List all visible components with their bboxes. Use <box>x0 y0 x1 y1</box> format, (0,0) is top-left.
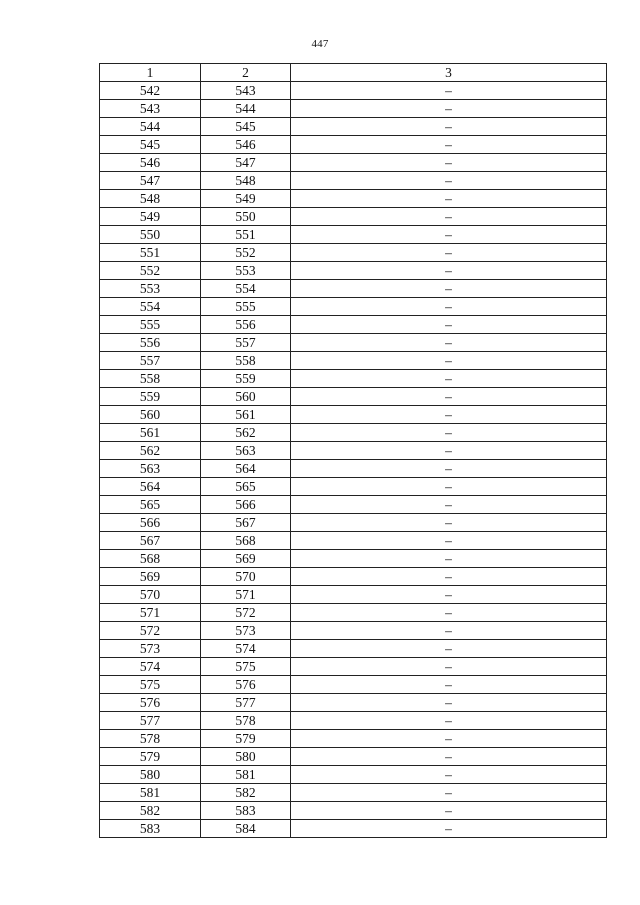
table-cell-col-3: – <box>291 262 607 280</box>
table-cell-col-2: 552 <box>201 244 291 262</box>
table-cell-col-3: – <box>291 136 607 154</box>
table-cell-col-1: 564 <box>100 478 201 496</box>
table-cell-col-3: – <box>291 424 607 442</box>
table-row <box>100 262 607 280</box>
table-cell-col-2: 582 <box>201 784 291 802</box>
table-cell-col-2: 580 <box>201 748 291 766</box>
table-cell-col-1: 579 <box>100 748 201 766</box>
table-row <box>100 190 607 208</box>
table-cell-col-3: – <box>291 604 607 622</box>
table-cell-col-3: – <box>291 658 607 676</box>
table-row <box>100 640 607 658</box>
table-cell-col-3: – <box>291 190 607 208</box>
column-header-3: 3 <box>291 64 607 82</box>
table-row <box>100 316 607 334</box>
table-cell-col-2: 556 <box>201 316 291 334</box>
table-cell-col-1: 557 <box>100 352 201 370</box>
table-cell-col-3: – <box>291 226 607 244</box>
table-cell-col-2: 577 <box>201 694 291 712</box>
table-cell-col-3: – <box>291 172 607 190</box>
table-row <box>100 586 607 604</box>
table-cell-col-2: 581 <box>201 766 291 784</box>
table-cell-col-2: 575 <box>201 658 291 676</box>
table-cell-col-1: 565 <box>100 496 201 514</box>
table-cell-col-1: 576 <box>100 694 201 712</box>
table-row <box>100 658 607 676</box>
table-cell-col-1: 544 <box>100 118 201 136</box>
table-cell-col-3: – <box>291 784 607 802</box>
table-cell-col-1: 549 <box>100 208 201 226</box>
table-cell-col-3: – <box>291 406 607 424</box>
table-cell-col-1: 571 <box>100 604 201 622</box>
page-number: 447 <box>311 38 329 50</box>
table-cell-col-1: 575 <box>100 676 201 694</box>
table-cell-col-1: 560 <box>100 406 201 424</box>
table-cell-col-2: 550 <box>201 208 291 226</box>
table-header <box>100 64 607 82</box>
table-cell-col-2: 560 <box>201 388 291 406</box>
table-cell-col-2: 569 <box>201 550 291 568</box>
table-row <box>100 280 607 298</box>
table-body <box>100 82 607 838</box>
table-cell-col-2: 547 <box>201 154 291 172</box>
table-row <box>100 766 607 784</box>
table-row <box>100 406 607 424</box>
table-cell-col-2: 543 <box>201 82 291 100</box>
table-cell-col-3: – <box>291 748 607 766</box>
table-cell-col-3: – <box>291 298 607 316</box>
table-row <box>100 460 607 478</box>
table-cell-col-1: 545 <box>100 136 201 154</box>
table-cell-col-3: – <box>291 820 607 838</box>
table-cell-col-1: 555 <box>100 316 201 334</box>
table-cell-col-3: – <box>291 118 607 136</box>
table-cell-col-3: – <box>291 532 607 550</box>
table-cell-col-2: 566 <box>201 496 291 514</box>
table-cell-col-1: 561 <box>100 424 201 442</box>
table-cell-col-3: – <box>291 334 607 352</box>
table-cell-col-2: 563 <box>201 442 291 460</box>
table-cell-col-3: – <box>291 388 607 406</box>
table-row <box>100 100 607 118</box>
table-cell-col-3: – <box>291 316 607 334</box>
table-row <box>100 730 607 748</box>
table-cell-col-1: 542 <box>100 82 201 100</box>
table-cell-col-1: 556 <box>100 334 201 352</box>
table-row <box>100 784 607 802</box>
table-cell-col-1: 572 <box>100 622 201 640</box>
table-cell-col-2: 544 <box>201 100 291 118</box>
table-cell-col-2: 545 <box>201 118 291 136</box>
table-row <box>100 334 607 352</box>
table-cell-col-1: 558 <box>100 370 201 388</box>
table-row <box>100 154 607 172</box>
table-row <box>100 82 607 100</box>
table-cell-col-2: 564 <box>201 460 291 478</box>
table-cell-col-2: 579 <box>201 730 291 748</box>
table-cell-col-1: 552 <box>100 262 201 280</box>
table-cell-col-2: 555 <box>201 298 291 316</box>
table-cell-col-3: – <box>291 478 607 496</box>
table-cell-col-3: – <box>291 154 607 172</box>
data-table <box>99 63 607 838</box>
table-cell-col-2: 584 <box>201 820 291 838</box>
table-row <box>100 118 607 136</box>
table-row <box>100 820 607 838</box>
table-row <box>100 748 607 766</box>
table-row <box>100 226 607 244</box>
table-cell-col-2: 573 <box>201 622 291 640</box>
table-cell-col-3: – <box>291 280 607 298</box>
table-cell-col-1: 573 <box>100 640 201 658</box>
table-cell-col-3: – <box>291 586 607 604</box>
table-cell-col-3: – <box>291 730 607 748</box>
table-cell-col-3: – <box>291 352 607 370</box>
table-cell-col-1: 563 <box>100 460 201 478</box>
table-row <box>100 442 607 460</box>
table-cell-col-2: 574 <box>201 640 291 658</box>
table-cell-col-1: 554 <box>100 298 201 316</box>
table-cell-col-1: 543 <box>100 100 201 118</box>
table-cell-col-3: – <box>291 442 607 460</box>
table-row <box>100 802 607 820</box>
table-cell-col-3: – <box>291 550 607 568</box>
table-cell-col-2: 558 <box>201 352 291 370</box>
table-cell-col-1: 567 <box>100 532 201 550</box>
table-cell-col-2: 562 <box>201 424 291 442</box>
table-row <box>100 532 607 550</box>
table-cell-col-3: – <box>291 370 607 388</box>
table-cell-col-2: 561 <box>201 406 291 424</box>
table-cell-col-1: 550 <box>100 226 201 244</box>
table-cell-col-3: – <box>291 460 607 478</box>
table-cell-col-1: 581 <box>100 784 201 802</box>
table-cell-col-3: – <box>291 100 607 118</box>
table-cell-col-1: 568 <box>100 550 201 568</box>
table-cell-col-3: – <box>291 568 607 586</box>
table-row <box>100 622 607 640</box>
table-cell-col-1: 546 <box>100 154 201 172</box>
table-cell-col-2: 567 <box>201 514 291 532</box>
table-cell-col-1: 578 <box>100 730 201 748</box>
table-cell-col-2: 557 <box>201 334 291 352</box>
table-cell-col-1: 569 <box>100 568 201 586</box>
table-cell-col-2: 549 <box>201 190 291 208</box>
table-cell-col-1: 547 <box>100 172 201 190</box>
table-row <box>100 712 607 730</box>
table-row <box>100 424 607 442</box>
table-cell-col-2: 554 <box>201 280 291 298</box>
table-row <box>100 568 607 586</box>
table-cell-col-2: 559 <box>201 370 291 388</box>
table-cell-col-2: 553 <box>201 262 291 280</box>
table-cell-col-2: 576 <box>201 676 291 694</box>
table-cell-col-2: 583 <box>201 802 291 820</box>
table-cell-col-2: 572 <box>201 604 291 622</box>
column-header-2: 2 <box>201 64 291 82</box>
table-cell-col-1: 583 <box>100 820 201 838</box>
table-row <box>100 244 607 262</box>
table-cell-col-2: 565 <box>201 478 291 496</box>
table-cell-col-1: 551 <box>100 244 201 262</box>
table-cell-col-1: 574 <box>100 658 201 676</box>
table-cell-col-3: – <box>291 496 607 514</box>
table-cell-col-1: 580 <box>100 766 201 784</box>
table-cell-col-1: 562 <box>100 442 201 460</box>
table-cell-col-3: – <box>291 208 607 226</box>
table-cell-col-3: – <box>291 676 607 694</box>
table-row <box>100 478 607 496</box>
table-cell-col-3: – <box>291 766 607 784</box>
table-cell-col-3: – <box>291 622 607 640</box>
table-row <box>100 370 607 388</box>
table-cell-col-3: – <box>291 640 607 658</box>
table-row <box>100 352 607 370</box>
table-cell-col-3: – <box>291 694 607 712</box>
table-cell-col-2: 551 <box>201 226 291 244</box>
table-cell-col-1: 570 <box>100 586 201 604</box>
table-cell-col-3: – <box>291 514 607 532</box>
table-cell-col-2: 578 <box>201 712 291 730</box>
table-row <box>100 298 607 316</box>
table-row <box>100 676 607 694</box>
table-cell-col-3: – <box>291 712 607 730</box>
table-row <box>100 694 607 712</box>
table-row <box>100 136 607 154</box>
table-cell-col-1: 548 <box>100 190 201 208</box>
table-row <box>100 496 607 514</box>
table-cell-col-2: 571 <box>201 586 291 604</box>
table-cell-col-1: 559 <box>100 388 201 406</box>
table-row <box>100 388 607 406</box>
table-row <box>100 550 607 568</box>
table-row <box>100 172 607 190</box>
table-cell-col-3: – <box>291 244 607 262</box>
table-cell-col-2: 548 <box>201 172 291 190</box>
column-header-1: 1 <box>100 64 201 82</box>
table-row <box>100 208 607 226</box>
table-cell-col-3: – <box>291 802 607 820</box>
table-cell-col-3: – <box>291 82 607 100</box>
header-row <box>100 64 607 82</box>
table-row <box>100 604 607 622</box>
table-cell-col-2: 546 <box>201 136 291 154</box>
table-cell-col-2: 568 <box>201 532 291 550</box>
table-cell-col-1: 566 <box>100 514 201 532</box>
table-cell-col-1: 577 <box>100 712 201 730</box>
table-row <box>100 514 607 532</box>
table-cell-col-2: 570 <box>201 568 291 586</box>
table-cell-col-1: 582 <box>100 802 201 820</box>
table-cell-col-1: 553 <box>100 280 201 298</box>
